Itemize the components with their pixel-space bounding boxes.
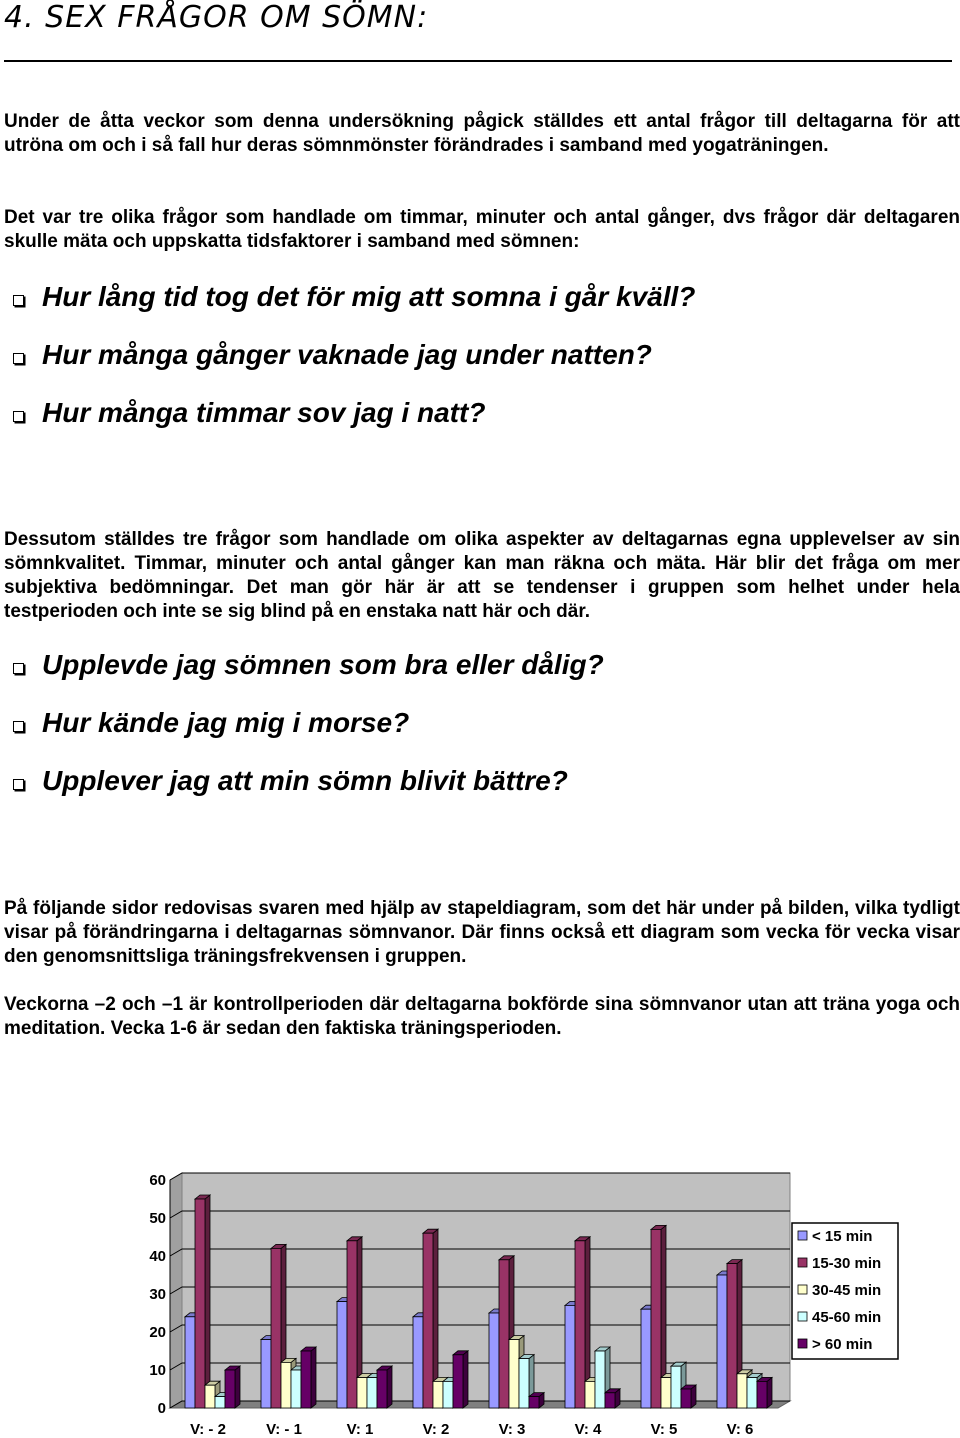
bar xyxy=(301,1351,311,1408)
subjective-intro: Dessutom ställdes tre frågor som handlade om olika aspekter av deltagarnas egna upplevelser av sin sömnkvalitet. Timmar, minuter och antal gånger kan man räkna och mäta. Här blir det fråga om mer subjektiva bedömningar. Det man gör här är att se tendenser i gruppen som helhet under hela testperioden och inte se sig blind på en enstaka natt här och där. xyxy=(4,529,960,622)
question-text: Hur många gånger vaknade jag under natten? xyxy=(42,339,652,370)
bar-side xyxy=(463,1351,468,1408)
x-tick-label: V: 4 xyxy=(574,1421,602,1438)
bar xyxy=(347,1241,357,1408)
bar xyxy=(605,1393,615,1408)
bar xyxy=(575,1241,585,1408)
legend-swatch xyxy=(798,1258,807,1267)
intro-paragraph: Under de åtta veckor som denna undersökning pågick ställdes ett antal frågor till deltagarna för att utröna om och i så fall hur deras sömnmönster förändrades i samband med yogaträningen. xyxy=(4,111,960,156)
bar xyxy=(377,1370,387,1408)
x-tick-label: V: 5 xyxy=(650,1421,678,1438)
time-questions-intro: Det var tre olika frågor som handlade om timmar, minuter och antal gånger, dvs frågor där deltagaren skulle mäta och uppskatta tidsfaktorer i samband med sömnen: xyxy=(4,207,960,252)
checkbox-bullet-icon xyxy=(13,721,24,732)
bar xyxy=(205,1385,215,1408)
bar xyxy=(413,1317,423,1408)
y-tick-label: 40 xyxy=(149,1248,166,1265)
bar xyxy=(585,1381,595,1408)
sleep-bar-chart xyxy=(130,1160,930,1438)
bar xyxy=(651,1229,661,1408)
section-heading: 4. SEX FRÅGOR OM SÖMN: xyxy=(4,0,429,35)
bar xyxy=(261,1340,271,1408)
bar xyxy=(489,1313,499,1408)
x-tick-label: V: - 1 xyxy=(266,1421,302,1438)
following-pages-paragraph: På följande sidor redovisas svaren med hjälp av stapeldiagram, som det här under på bilden, vilka tydligt visar på förändringarna i deltagarnas sömnvanor. Där finns också ett diagram som vecka för vecka visar den genomsnittsliga träningsfrekvensen i gruppen. xyxy=(4,898,960,967)
bar xyxy=(681,1389,691,1408)
bar xyxy=(641,1309,651,1408)
y-tick-label: 50 xyxy=(149,1210,166,1227)
checkbox-bullet-icon xyxy=(13,411,24,422)
bar xyxy=(671,1366,681,1408)
legend-label: 30-45 min xyxy=(812,1282,882,1299)
bar-side xyxy=(767,1377,772,1408)
bar xyxy=(727,1264,737,1408)
periods-paragraph: Veckorna –2 och –1 är kontrollperioden där deltagarna bokförde sina sömnvanor utan att träna yoga och meditation. Vecka 1-6 är sedan den faktiska träningsperioden. xyxy=(4,994,960,1039)
heading-underline xyxy=(4,60,952,62)
bar xyxy=(737,1374,747,1408)
bar xyxy=(499,1260,509,1408)
y-tick-label: 30 xyxy=(149,1286,166,1303)
bar xyxy=(423,1233,433,1408)
y-tick-label: 10 xyxy=(149,1362,166,1379)
bar xyxy=(337,1302,347,1408)
bar xyxy=(661,1378,671,1408)
checkbox-bullet-icon xyxy=(13,295,24,306)
bar xyxy=(281,1362,291,1408)
bar xyxy=(529,1397,539,1408)
question-text: Hur kände jag mig i morse? xyxy=(42,707,410,738)
legend-swatch xyxy=(798,1339,807,1348)
bar xyxy=(367,1378,377,1408)
x-tick-label: V: 6 xyxy=(726,1421,754,1438)
bar-side xyxy=(311,1347,316,1408)
question-text: Hur lång tid tog det för mig att somna i går kväll? xyxy=(42,281,696,312)
bar xyxy=(747,1378,757,1408)
y-tick-label: 0 xyxy=(157,1400,166,1417)
question-text: Upplevde jag sömnen som bra eller dålig? xyxy=(42,649,604,680)
y-tick-label: 20 xyxy=(149,1324,166,1341)
legend-label: < 15 min xyxy=(812,1228,873,1245)
y-tick-label: 60 xyxy=(149,1172,166,1189)
bar xyxy=(453,1355,463,1408)
checkbox-bullet-icon xyxy=(13,353,24,364)
x-tick-label: V: 3 xyxy=(498,1421,526,1438)
bar xyxy=(215,1397,225,1408)
bar xyxy=(443,1381,453,1408)
bar-side xyxy=(387,1366,392,1408)
legend-label: 45-60 min xyxy=(812,1309,882,1326)
legend-label: > 60 min xyxy=(812,1336,873,1353)
bar xyxy=(519,1359,529,1408)
bar xyxy=(509,1340,519,1408)
bar-side xyxy=(235,1366,240,1408)
checkbox-bullet-icon xyxy=(13,779,24,790)
question-text: Upplever jag att min sömn blivit bättre? xyxy=(42,765,568,796)
bar xyxy=(195,1199,205,1408)
bar xyxy=(565,1305,575,1408)
bar xyxy=(357,1378,367,1408)
legend-swatch xyxy=(798,1312,807,1321)
bar xyxy=(595,1351,605,1408)
bar xyxy=(185,1317,195,1408)
legend-swatch xyxy=(798,1285,807,1294)
x-tick-label: V: - 2 xyxy=(190,1421,226,1438)
x-tick-label: V: 2 xyxy=(422,1421,450,1438)
bar xyxy=(271,1248,281,1408)
legend-swatch xyxy=(798,1231,807,1240)
bar xyxy=(433,1381,443,1408)
checkbox-bullet-icon xyxy=(13,663,24,674)
x-tick-label: V: 1 xyxy=(346,1421,374,1438)
bar xyxy=(717,1275,727,1408)
legend-label: 15-30 min xyxy=(812,1255,882,1272)
bar xyxy=(757,1381,767,1408)
bar-side xyxy=(205,1195,210,1408)
question-text: Hur många timmar sov jag i natt? xyxy=(42,397,486,428)
bar xyxy=(291,1370,301,1408)
bar xyxy=(225,1370,235,1408)
